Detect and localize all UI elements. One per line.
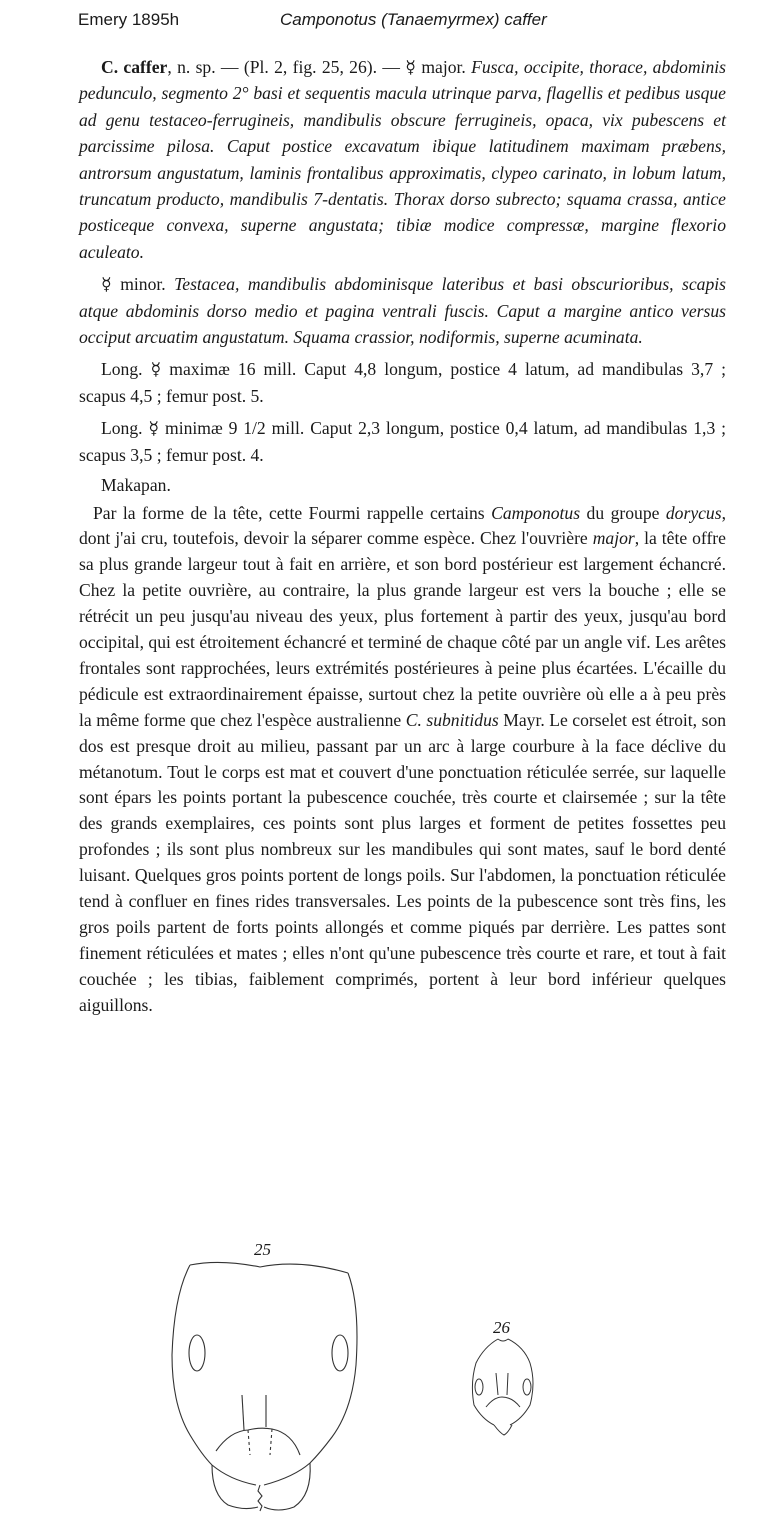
minor-caste-label: ☿ minor.	[101, 274, 175, 295]
species-name: C. caffer	[101, 57, 168, 77]
caste-term: major	[592, 528, 635, 549]
page-header	[78, 8, 738, 34]
discussion-text: , dont j'ai cru, toutefois, devoir la séparer comme espèce. Chez l'ouvrière	[79, 502, 726, 549]
group-name: dorycus	[665, 502, 722, 523]
taxon-title: Camponotus (Tanaemyrmex) caffer	[280, 10, 547, 29]
discussion-text: Mayr. Le corselet est étroit, son dos est presque droit au milieu, passant par un arc à large courbure à la face déclive du métanotum. Tout le corps est mat et couvert d'une ponctuation réticulée serrée, sur laquelle sont épars les points portant la pubescence couchée, très courte et clairsemée ; sur la tête des grands exemplaires, ces points sont plus larges et forment de petites fossettes peu profondes ; ils sont plus nombreux sur les mandibules qui sont mates, sauf le bord denté luisant. Quelques gros points portent de longs poils. Sur l'abdomen, la ponctuation réticulée tend à confluer en fines rides transversales. Les points de la pubescence sont très fins, les gros poils partent de forts points allongés et comme piqués par derrière. Les pattes sont finement réticulées et mates ; elles n'ont qu'une pubescence très courte et rare, et tout à fait couchée ; les tibias, faiblement comprimés, portent à leur bord inférieur quelques aiguillons.	[79, 709, 727, 1015]
type-locality: Makapan.	[101, 475, 171, 496]
latin-description-minor	[79, 271, 726, 350]
latin-diagnosis-minor: Testacea, mandibulis abdominisque lateribus et basi obscurioribus, scapis atque abdominis dorso medio et pagina ventrali fuscis. Caput a margine antico versus occiput arcuatim angustatum. Squama crassior, nodiformis, superne acuminata.	[79, 274, 726, 348]
figure-26-label: 26	[493, 1318, 510, 1337]
latin-description-major	[79, 54, 726, 265]
author-year: Emery 1895h	[78, 10, 180, 29]
figure-25-label: 25	[254, 1240, 271, 1259]
discussion-text: , la tête offre sa plus grande largeur tout à fait en arrière, et son bord postérieur est largement échancré. Chez la petite ouvrière, au contraire, la plus grande largeur est vers la bouche ; elle se rétrécit un peu jusqu'au niveau des yeux, plus fortement à partir des yeux, jusqu'au bord occipital, qui est étroitement échancré et terminé de chaque côté par un angle vif. Les arêtes frontales sont rapprochées, leurs extrémités postérieures à peine plus écartées. L'écaille du pédicule est extraordinairement épaisse, surtout chez la petite ouvrière où elle a à peu près la même forme que chez l'espèce australienne	[79, 528, 726, 730]
measurements-minor: Long. ☿ minimæ 9 1/2 mill. Caput 2,3 longum, postice 0,4 latum, ad mandibulas 1,3 ; scapus 3,5 ; femur post. 4.	[79, 418, 726, 465]
figure-26-minor-head-drawing	[464, 1333, 544, 1443]
latin-diagnosis-major: Fusca, occipite, thorace, abdominis pedunculo, segmento 2° basi et sequentis macula utrinque parva, flagellis et pedibus usque ad genu testaceo-ferrugineis, mandibulis obscure ferrugineis, opaca, vix pubescens et parcissime pilosa. Caput postice excavatum ibique latitudinem maximam præbens, antrorsum angustatum, laminis frontalibus approximatis, clypeo carinato, in lobum latum, truncatum producto, mandibulis 7-dentatis. Thorax dorso subrecto; squama crassa, antice posticeque convexa, superne angustata; tibiæ modice compressæ, margine flexorio aculeato.	[79, 57, 726, 262]
plate-reference: , n. sp. — (Pl. 2, fig. 25, 26). — ☿ major.	[167, 57, 472, 77]
compared-species: C. subnitidus	[405, 709, 499, 730]
genus-name: Camponotus	[491, 502, 581, 523]
discussion-text: Par la forme de la tête, cette Fourmi rappelle certains	[93, 502, 492, 523]
measurements-major: Long. ☿ maximæ 16 mill. Caput 4,8 longum, postice 4 latum, ad mandibulas 3,7 ; scapus 4,5 ; femur post. 5.	[79, 359, 726, 406]
discussion-text: du groupe	[580, 502, 666, 523]
discussion-paragraph	[79, 501, 726, 1019]
figure-25-major-head-drawing	[160, 1255, 375, 1515]
species-description	[79, 54, 726, 1025]
